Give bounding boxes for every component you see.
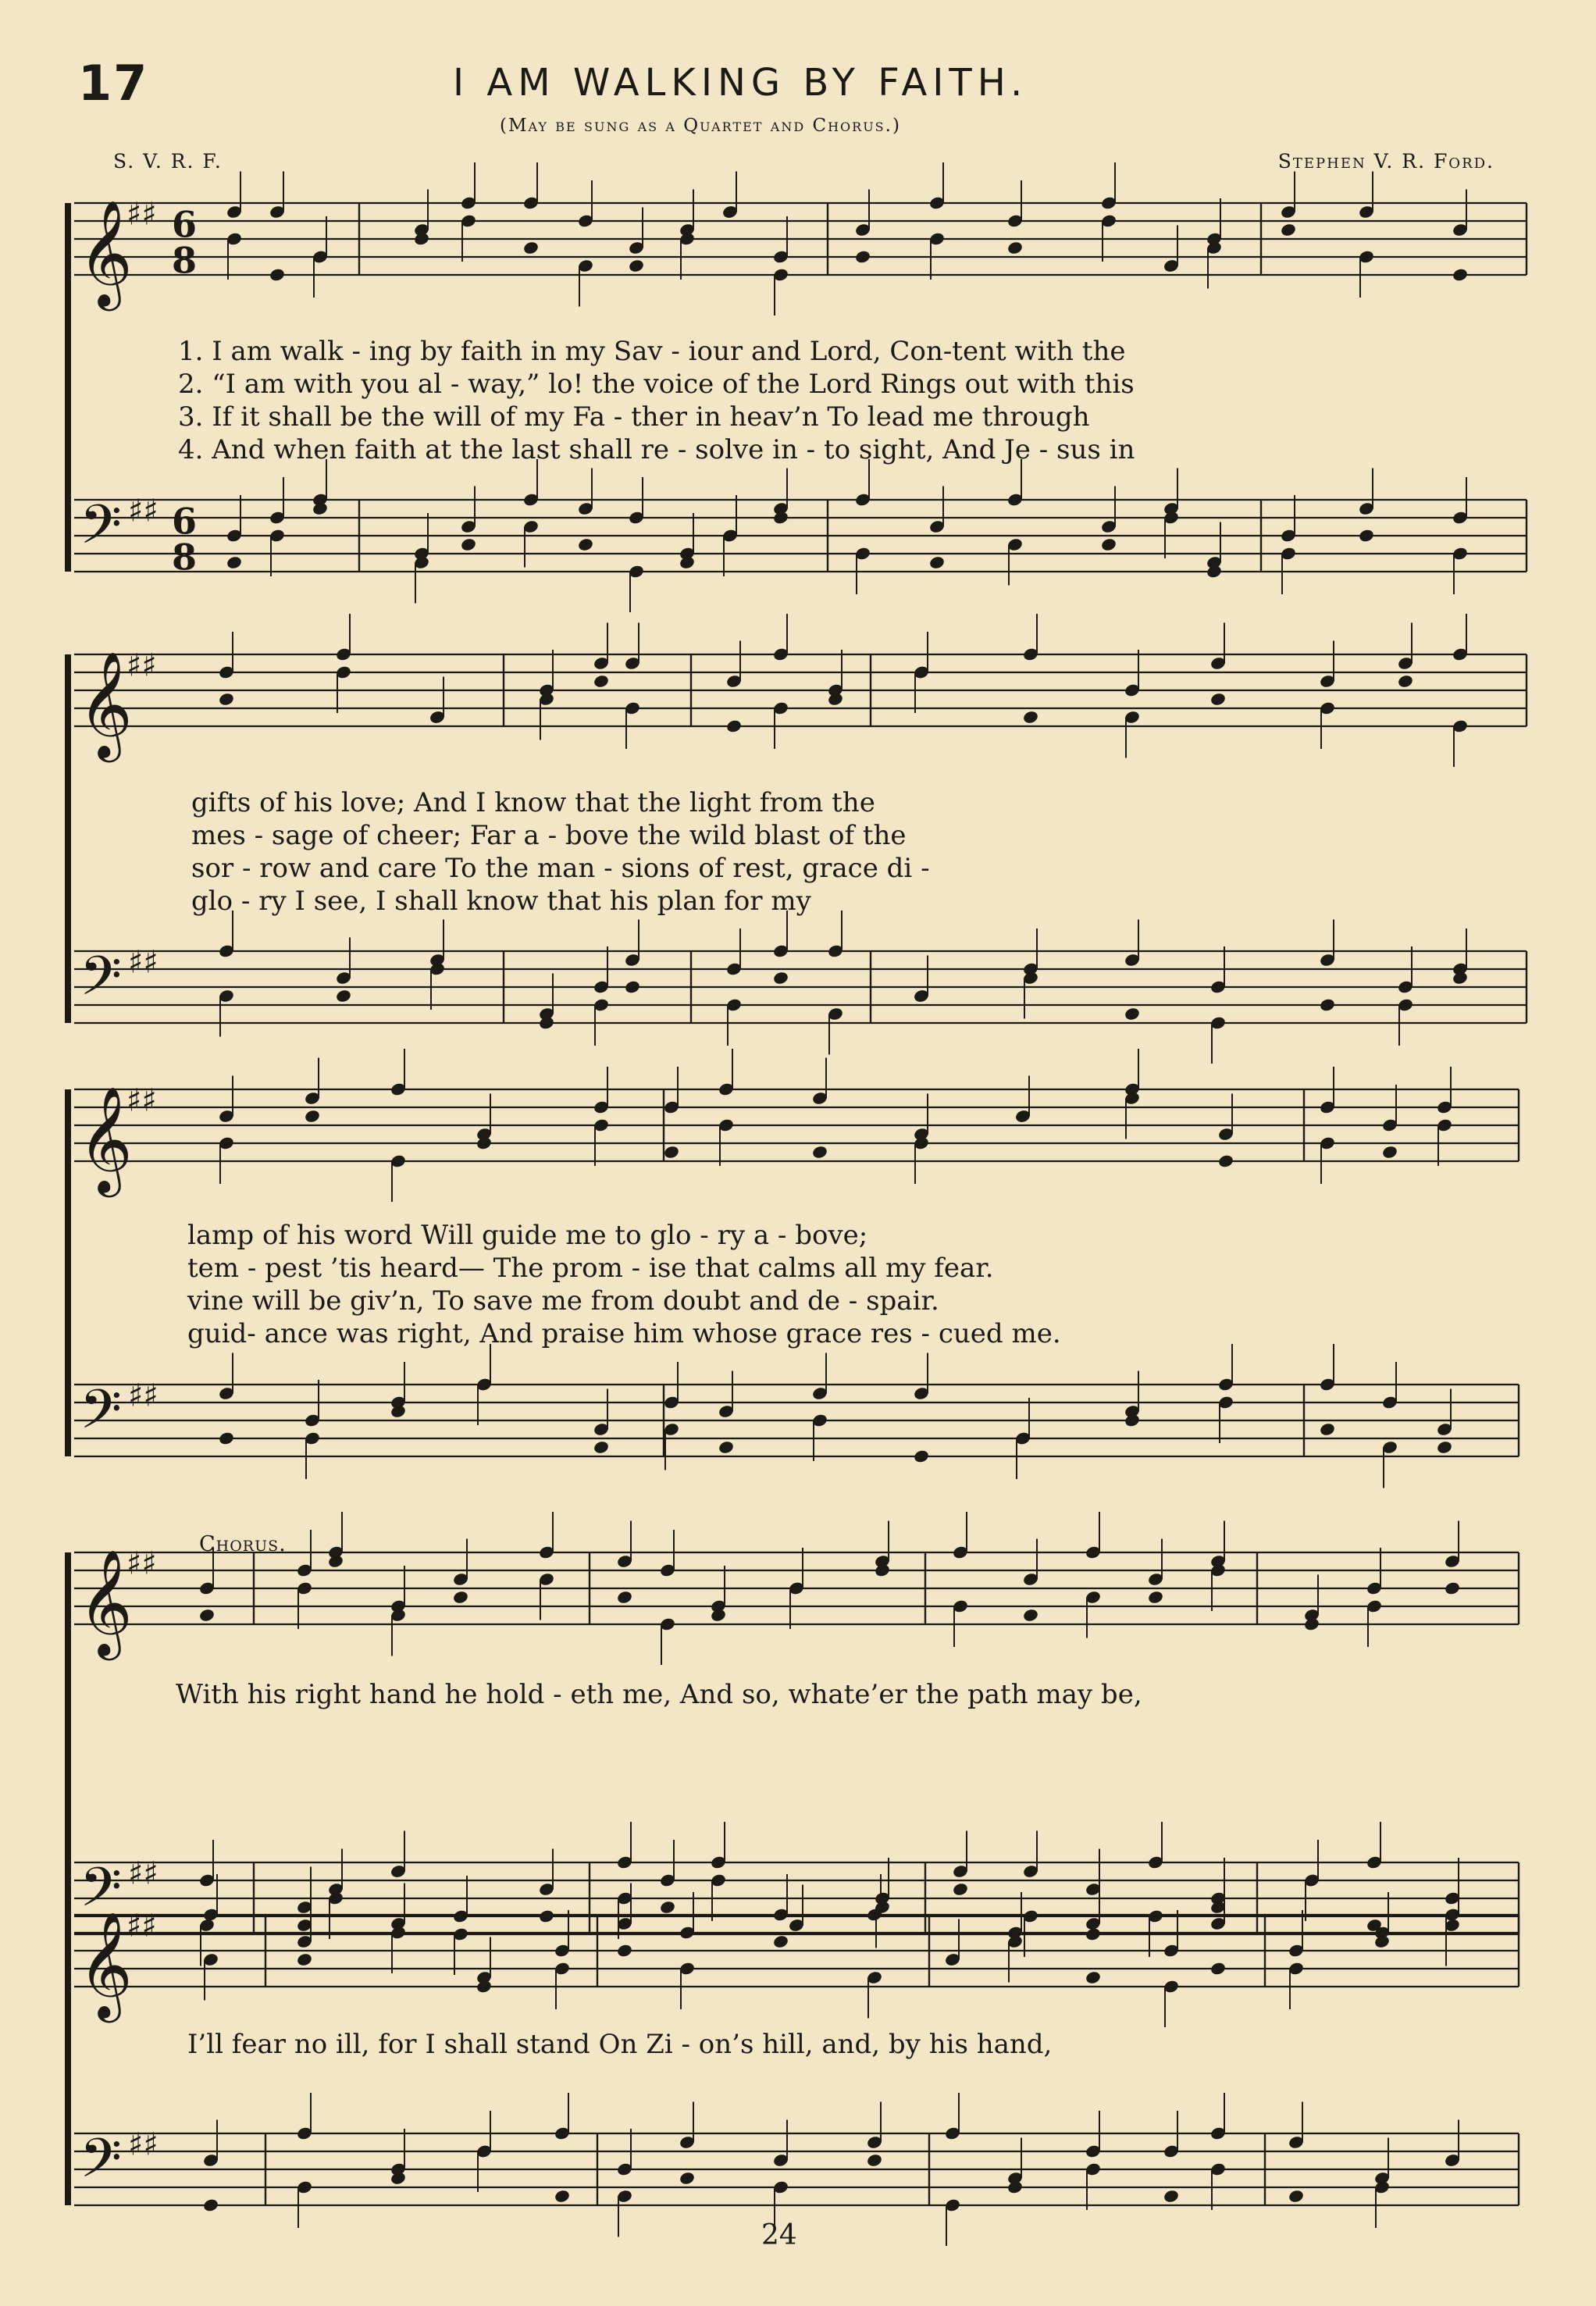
note-head — [202, 2197, 219, 2212]
treble-clef-icon: 𝄞 — [78, 198, 133, 306]
note-head — [679, 555, 696, 570]
sharp-icon: ♯♯ — [128, 944, 159, 981]
note-head — [522, 241, 540, 255]
chorus-lyric-line-2: I’ll fear no ill, for I shall stand On Zi - on’s hill, and, by his hand, — [187, 2029, 1053, 2060]
note-head — [663, 1145, 680, 1160]
note-head — [1358, 528, 1375, 543]
note-head — [624, 979, 641, 994]
note-head — [1022, 710, 1039, 725]
bass-clef-icon: 𝄢 — [80, 1378, 123, 1454]
bass-clef-icon: 𝄢 — [80, 1855, 123, 1932]
note-head — [1373, 1934, 1391, 1949]
note-head — [1452, 971, 1469, 985]
note-head — [1209, 692, 1227, 707]
note-head — [452, 1590, 469, 1605]
note-head — [269, 267, 286, 282]
hymn-subtitle: (May be sung as a Quartet and Chorus.) — [500, 116, 901, 136]
note-head — [577, 537, 594, 552]
composer-credit: Stephen V. R. Ford. — [1277, 150, 1494, 173]
note-head — [1381, 1145, 1398, 1160]
note-head — [327, 1554, 344, 1569]
note-head — [772, 1934, 789, 1949]
note-head — [218, 692, 235, 707]
lyric-line: glo - ry I see, I shall know that his plan for my — [191, 886, 811, 917]
note-head — [390, 2171, 407, 2186]
sharp-icon: ♯♯ — [126, 647, 157, 684]
sharp-icon: ♯♯ — [128, 2126, 159, 2163]
sharp-icon: ♯♯ — [128, 493, 159, 529]
note-head — [538, 1909, 555, 1923]
note-head — [460, 537, 477, 552]
note-head — [1209, 1961, 1227, 1976]
note-head — [718, 1440, 735, 1455]
time-signature: 6 — [172, 203, 198, 246]
sharp-icon: ♯♯ — [126, 1082, 157, 1119]
sharp-icon: ♯♯ — [126, 196, 157, 233]
note-head — [1217, 1153, 1234, 1168]
treble-clef-icon: 𝄞 — [78, 1910, 133, 2018]
note-head — [913, 1449, 930, 1463]
lyric-line: tem - pest ’tis heard— The prom - ise that calms all my fear. — [187, 1253, 994, 1284]
note-head — [226, 555, 243, 570]
note-head — [218, 1431, 235, 1445]
system-bracket — [65, 1915, 71, 2205]
note-head — [928, 555, 946, 570]
lyric-line: sor - row and care To the man - sions of rest, grace di - — [191, 853, 930, 884]
note-head — [296, 1952, 313, 1967]
note-head — [811, 1145, 828, 1160]
note-head — [1147, 1590, 1164, 1605]
note-head — [1452, 267, 1469, 282]
sharp-icon: ♯♯ — [128, 1855, 159, 1892]
lyric-line: 3. If it shall be the will of my Fa - ther in heav’n To lead me through — [178, 401, 1090, 433]
treble-clef-icon: 𝄞 — [78, 1085, 133, 1192]
note-head — [593, 674, 610, 689]
lyric-line: mes - sage of cheer; Far a - bove the wild blast of the — [191, 820, 907, 851]
note-head — [198, 1608, 216, 1623]
note-head — [866, 2153, 883, 2168]
note-head — [827, 692, 844, 707]
time-signature: 8 — [172, 239, 198, 282]
system-bracket — [65, 1552, 71, 1934]
bass-clef-icon: 𝄢 — [80, 493, 123, 569]
note-head — [1436, 1440, 1453, 1455]
note-head — [593, 1440, 610, 1455]
note-head — [1124, 1007, 1141, 1021]
note-head — [628, 258, 645, 273]
lyric-line: guid- ance was right, And praise him whose grace res - cued me. — [187, 1318, 1061, 1349]
lyric-line: 4. And when faith at the last shall re - solve in - to sight, And Je - sus in — [178, 434, 1135, 465]
note-head — [312, 501, 329, 516]
chorus-label: Chorus. — [199, 1532, 287, 1556]
note-head — [1280, 223, 1297, 237]
system-bracket — [65, 1089, 71, 1456]
sharp-icon: ♯♯ — [126, 1545, 157, 1582]
chorus-lyric-line-1: With his right hand he hold - eth me, And so, whate’er the path may be, — [176, 1679, 1142, 1710]
note-head — [725, 718, 743, 733]
note-head — [1100, 537, 1117, 552]
treble-clef-icon: 𝄞 — [78, 650, 133, 757]
lyric-line: 1. I am walk - ing by faith in my Sav - iour and Lord, Con-tent with the — [178, 336, 1126, 367]
bass-clef-icon: 𝄢 — [80, 944, 123, 1021]
note-head — [1397, 674, 1414, 689]
time-signature: 8 — [172, 536, 198, 579]
note-head — [854, 249, 871, 264]
note-head — [952, 1882, 969, 1897]
note-head — [616, 1590, 633, 1605]
sharp-icon: ♯♯ — [126, 1908, 157, 1944]
note-head — [659, 1900, 676, 1915]
note-head — [1022, 1608, 1039, 1623]
lyric-line: vine will be giv’n, To save me from doubt and de - spair. — [187, 1285, 939, 1317]
note-head — [554, 2189, 571, 2204]
note-head — [710, 1608, 727, 1623]
lyric-line: lamp of his word Will guide me to glo - ry a - bove; — [187, 1220, 868, 1251]
note-head — [616, 1943, 633, 1958]
system-bracket — [65, 203, 71, 572]
lyric-line: 2. “I am with you al - way,” lo! the voice of the Lord Rings out with this — [178, 369, 1135, 400]
hymn-number: 17 — [78, 55, 149, 112]
note-head — [1319, 1422, 1336, 1437]
bass-clef-icon: 𝄢 — [80, 2126, 123, 2203]
note-head — [1085, 1970, 1102, 1985]
note-head — [1319, 997, 1336, 1012]
note-head — [1288, 2189, 1305, 2204]
lyricist-credit: S. V. R. F. — [113, 150, 223, 173]
note-head — [1163, 2189, 1180, 2204]
treble-clef-icon: 𝄞 — [78, 1548, 133, 1656]
note-head — [1006, 241, 1024, 255]
page-number: 24 — [761, 2219, 797, 2251]
note-head — [390, 1404, 407, 1419]
time-signature: 6 — [172, 500, 198, 543]
sharp-icon: ♯♯ — [128, 1378, 159, 1414]
note-head — [1444, 1581, 1461, 1595]
note-head — [679, 2171, 696, 2186]
lyric-line: gifts of his love; And I know that the light from the — [191, 787, 875, 818]
note-head — [304, 1109, 321, 1124]
hymn-title: I AM WALKING BY FAITH. — [453, 61, 1028, 105]
note-head — [772, 971, 789, 985]
note-head — [335, 989, 352, 1003]
system-bracket — [65, 654, 71, 1023]
